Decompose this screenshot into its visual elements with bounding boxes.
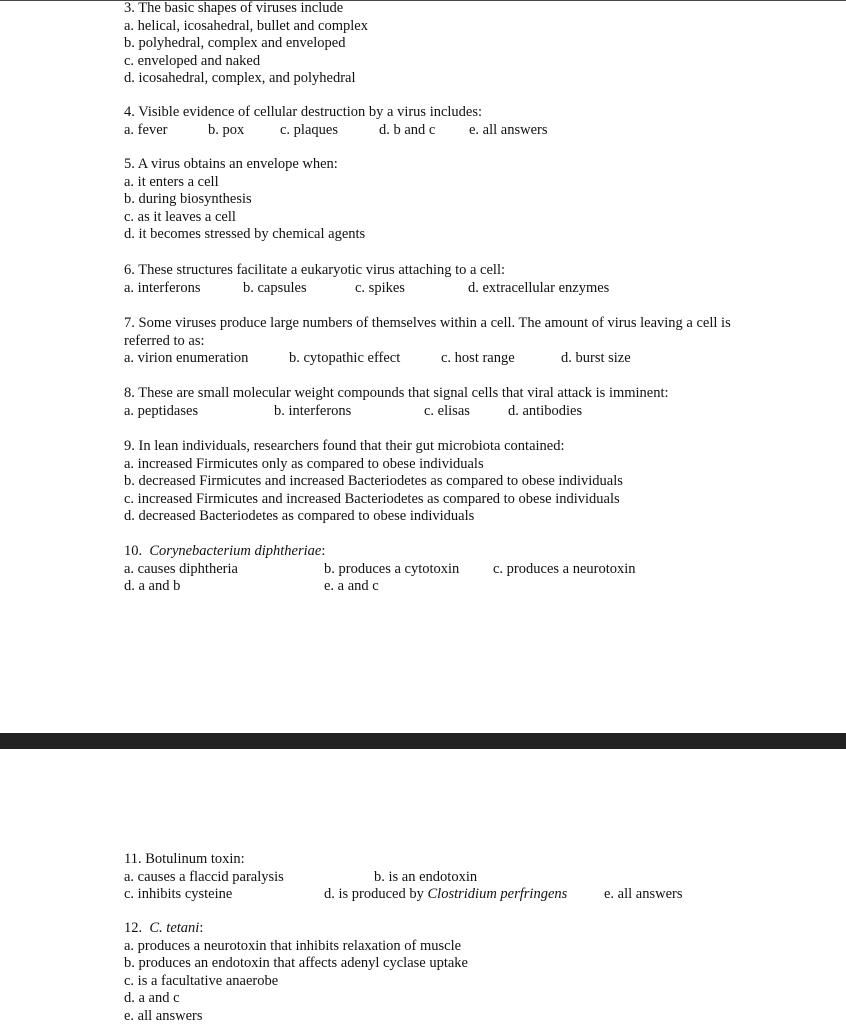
question-7 [124, 315, 764, 368]
option-a: a. fever [124, 122, 167, 140]
question-stem: 8. These are small molecular weight compounds that signal cells that viral attack is imminent: [124, 385, 764, 403]
organism-name: Clostridium perfringens [428, 886, 568, 902]
options-row-1 [124, 869, 824, 887]
option-c: c. as it leaves a cell [124, 209, 764, 227]
question-5 [124, 156, 764, 244]
option-c: c. produces a neurotoxin [493, 561, 636, 579]
option-a: a. produces a neurotoxin that inhibits relaxation of muscle [124, 938, 764, 956]
option-d: d. decreased Bacteriodetes as compared to obese individuals [124, 508, 764, 526]
option-d-text: d. is produced by [324, 886, 428, 902]
options-row [124, 403, 764, 421]
option-b: b. polyhedral, complex and enveloped [124, 35, 764, 53]
option-d: d. a and c [124, 990, 764, 1008]
options-row-2 [124, 886, 824, 904]
organism-name: Corynebacterium diphtheriae [149, 543, 321, 559]
option-c: c. elisas [424, 403, 470, 421]
stem-suffix: : [199, 920, 203, 936]
option-a: a. causes a flaccid paralysis [124, 869, 284, 887]
question-stem: 9. In lean individuals, researchers found that their gut microbiota contained: [124, 438, 764, 456]
option-c: c. spikes [355, 280, 405, 298]
option-a: a. causes diphtheria [124, 561, 238, 579]
question-11 [124, 851, 824, 904]
option-a: a. helical, icosahedral, bullet and complex [124, 18, 764, 36]
question-12 [124, 920, 764, 1025]
option-a: a. peptidases [124, 403, 198, 421]
question-stem [124, 543, 764, 561]
option-e: e. all answers [124, 1008, 764, 1025]
option-c: c. enveloped and naked [124, 53, 764, 71]
question-8 [124, 385, 764, 420]
question-9 [124, 438, 764, 526]
question-number: 12. [124, 920, 142, 936]
option-e: e. all answers [469, 122, 548, 140]
option-a: a. interferons [124, 280, 201, 298]
question-4 [124, 104, 764, 139]
option-d: d. burst size [561, 350, 631, 368]
options-row-1 [124, 561, 764, 579]
option-c: c. is a facultative anaerobe [124, 973, 764, 991]
option-d: d. b and c [379, 122, 435, 140]
options-row-2 [124, 578, 764, 596]
question-stem: 6. These structures facilitate a eukaryotic virus attaching to a cell: [124, 262, 764, 280]
stem-suffix: : [321, 543, 325, 559]
option-d: d. it becomes stressed by chemical agents [124, 226, 764, 244]
question-stem: 5. A virus obtains an envelope when: [124, 156, 764, 174]
option-d: d. extracellular enzymes [468, 280, 609, 298]
option-b: b. capsules [243, 280, 307, 298]
option-b: b. produces a cytotoxin [324, 561, 459, 579]
option-c: c. host range [441, 350, 515, 368]
option-d [324, 886, 567, 904]
option-e: e. a and c [324, 578, 379, 596]
option-c: c. inhibits cysteine [124, 886, 232, 904]
option-a: a. increased Firmicutes only as compared to obese individuals [124, 456, 764, 474]
question-number: 10. [124, 543, 142, 559]
options-row [124, 122, 764, 140]
options-row [124, 350, 764, 368]
question-stem: 7. Some viruses produce large numbers of themselves within a cell. The amount of virus leaving a cell is referred to as: [124, 315, 734, 350]
option-e: e. all answers [604, 886, 683, 904]
option-d: d. icosahedral, complex, and polyhedral [124, 70, 764, 88]
option-b: b. decreased Firmicutes and increased Bacteriodetes as compared to obese individuals [124, 473, 764, 491]
option-d: d. a and b [124, 578, 180, 596]
option-b: b. pox [208, 122, 244, 140]
option-b: b. cytopathic effect [289, 350, 400, 368]
question-stem: 3. The basic shapes of viruses include [124, 0, 764, 18]
option-a: a. virion enumeration [124, 350, 248, 368]
option-c: c. plaques [280, 122, 338, 140]
organism-name: C. tetani [149, 920, 199, 936]
question-stem: 4. Visible evidence of cellular destruction by a virus includes: [124, 104, 764, 122]
question-stem: 11. Botulinum toxin: [124, 851, 824, 869]
question-stem [124, 920, 764, 938]
page-separator [0, 733, 846, 749]
option-c: c. increased Firmicutes and increased Bacteriodetes as compared to obese individuals [124, 491, 764, 509]
question-3 [124, 0, 764, 88]
option-b: b. during biosynthesis [124, 191, 764, 209]
option-b: b. produces an endotoxin that affects adenyl cyclase uptake [124, 955, 764, 973]
option-d: d. antibodies [508, 403, 582, 421]
option-a: a. it enters a cell [124, 174, 764, 192]
options-row [124, 280, 764, 298]
option-b: b. is an endotoxin [374, 869, 477, 887]
question-6 [124, 262, 764, 297]
question-10 [124, 543, 764, 596]
option-b: b. interferons [274, 403, 351, 421]
